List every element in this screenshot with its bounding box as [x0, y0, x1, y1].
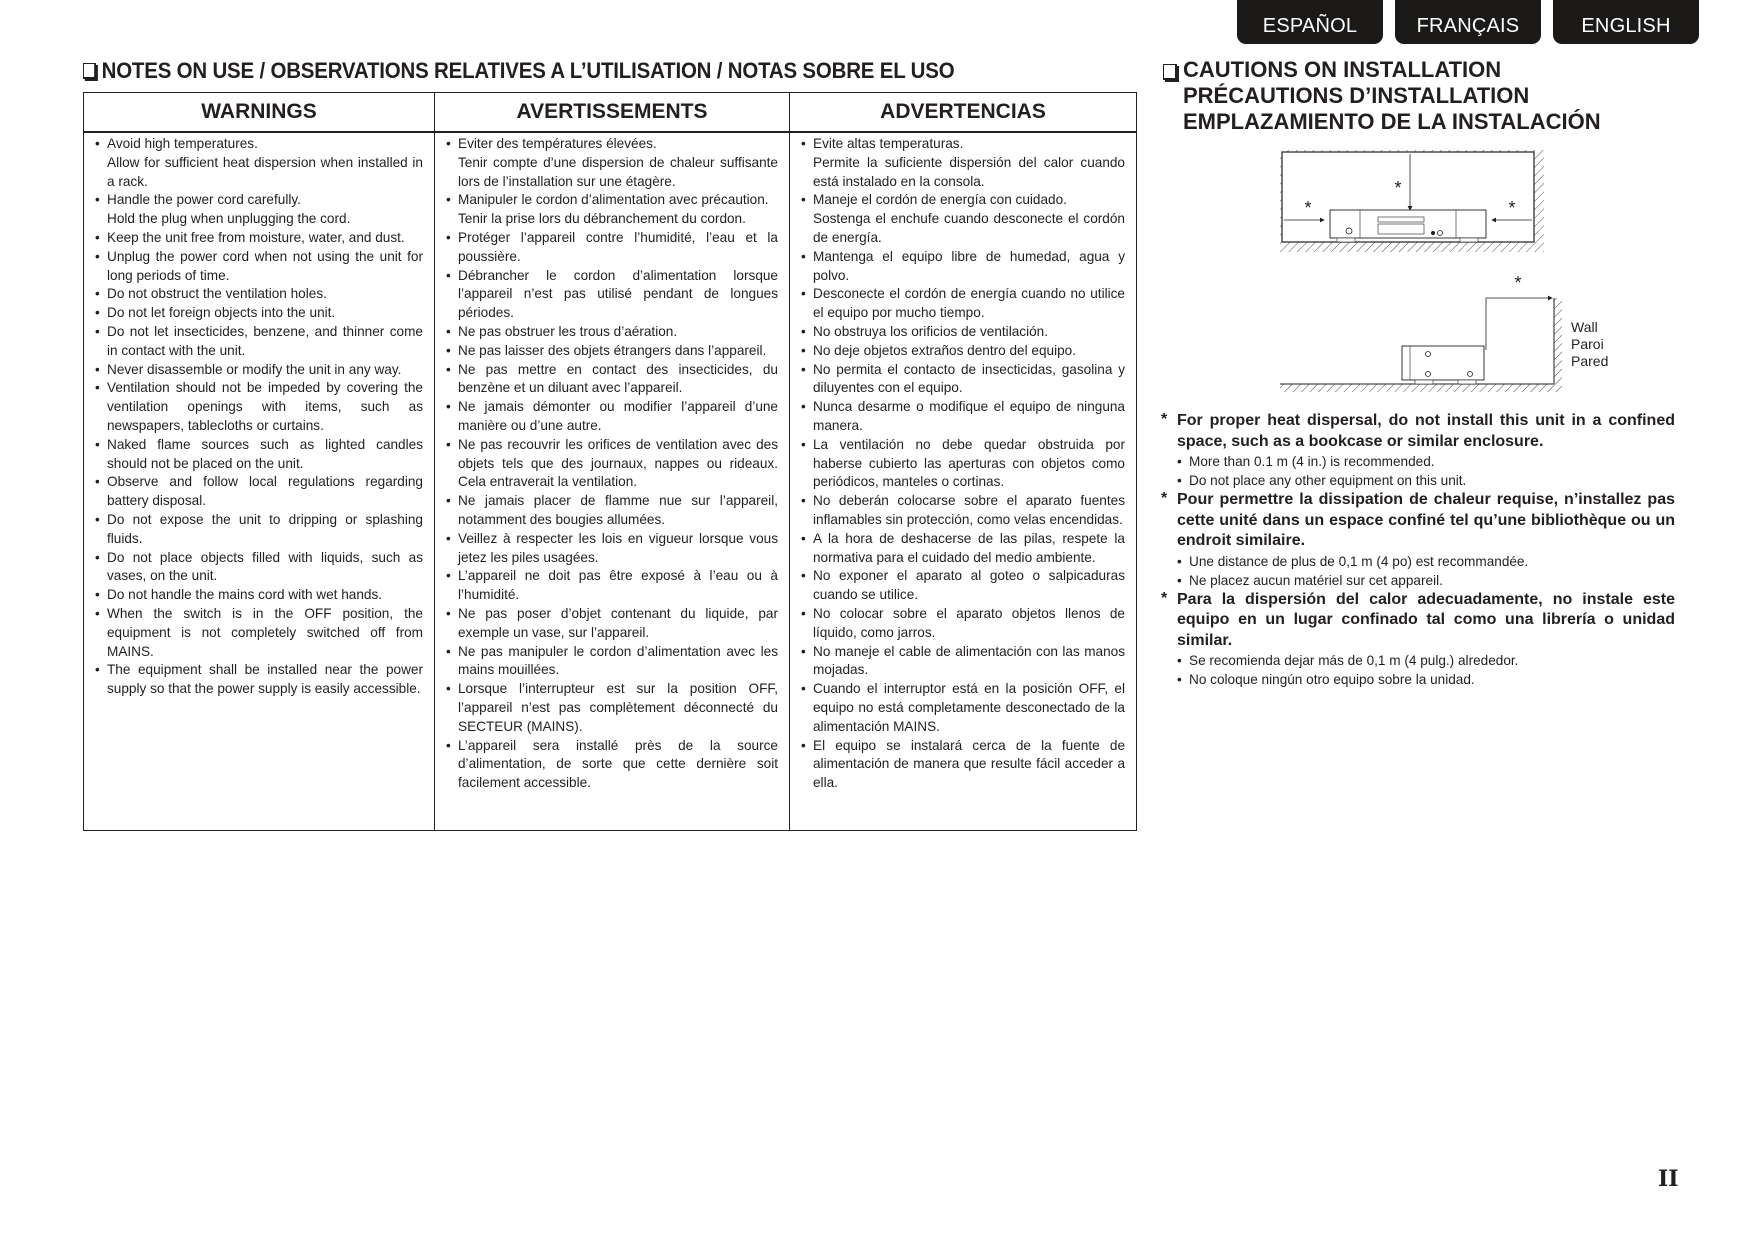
page-number: II	[1658, 1166, 1679, 1192]
caution-bullet: • More than 0.1 m (4 in.) is recommended.	[1177, 452, 1675, 471]
warning-item	[95, 436, 423, 474]
caution-note-en	[1161, 411, 1675, 490]
warning-item-text: • Do not let insecticides, benzene, and thinner come in contact with the unit.	[107, 323, 423, 358]
warning-item-detail: Hold the plug when unplugging the cord.	[107, 211, 351, 227]
warning-item	[801, 191, 1125, 247]
asterisk-icon: *	[1161, 589, 1168, 607]
clearance-marker-left: *	[1304, 198, 1312, 218]
warning-item	[446, 135, 778, 191]
tab-english[interactable]: ENGLISH	[1553, 0, 1699, 44]
wall-label-en: Wall	[1571, 319, 1598, 335]
warning-item	[446, 267, 778, 323]
warning-item	[95, 511, 423, 549]
warning-item	[95, 191, 423, 229]
warning-item	[95, 549, 423, 587]
warning-item-text: • Protéger l’appareil contre l’humidité, l’eau et la poussière.	[458, 229, 778, 264]
caution-bullet: • Se recomienda dejar más de 0,1 m (4 pulg.) alrededor.	[1177, 651, 1675, 670]
warning-item-detail: Tenir la prise lors du débranchement du cordon.	[458, 211, 746, 227]
notes-table	[83, 92, 1137, 831]
warning-item-text: • Observe and follow local regulations regarding battery disposal.	[107, 474, 423, 509]
caution-note-fr	[1161, 490, 1675, 590]
warning-item-text: • El equipo se instalará cerca de la fuente de alimentación de manera que resulte fácil acceder a ella.	[813, 737, 1125, 791]
warning-item	[95, 304, 423, 323]
warning-item-text: • Handle the power cord carefully.	[107, 192, 301, 208]
wall-label-fr: Paroi	[1571, 336, 1604, 352]
warning-item-text: • L’appareil sera installé près de la source d’alimentation, de sorte que cette dernière soit facilement accessible.	[458, 737, 778, 791]
warning-item-detail: Sostenga el enchufe cuando desconecte el cordón de energía.	[813, 211, 1125, 245]
side-view-wall	[1280, 273, 1608, 392]
warning-item-text: • La ventilación no debe quedar obstruida por haberse cubierto las aperturas con objetos como periódicos, manteles o cortinas.	[813, 436, 1125, 490]
installation-diagram	[1280, 150, 1620, 400]
warning-item	[801, 323, 1125, 342]
warning-item	[446, 737, 778, 793]
warning-item-text: • Manipuler le cordon d’alimentation avec précaution.	[458, 192, 769, 208]
warning-item-text: • No deberán colocarse sobre el aparato fuentes inflamables sin protección, como velas encendidas.	[813, 493, 1125, 527]
warning-item-text: • No exponer el aparato al goteo o salpicaduras cuando se utilice.	[813, 568, 1125, 603]
clearance-marker-top: *	[1394, 178, 1402, 198]
clearance-marker-right: *	[1508, 198, 1516, 218]
notes-title-text: NOTES ON USE / OBSERVATIONS RELATIVES A L’UTILISATION / NOTAS SOBRE EL USO	[101, 58, 955, 83]
warnings-column	[84, 93, 434, 830]
warning-item	[446, 191, 778, 229]
warning-item	[801, 248, 1125, 286]
column-heading: AVERTISSEMENTS	[435, 93, 789, 133]
warning-item	[95, 361, 423, 380]
warning-item-text: • Do not obstruct the ventilation holes.	[107, 286, 327, 302]
warning-item-text: • Nunca desarme o modifique el equipo de ninguna manera.	[813, 399, 1125, 433]
unit-front-icon	[1330, 210, 1486, 242]
warning-item-text: • Ne pas laisser des objets étrangers dans l’appareil.	[458, 342, 767, 358]
warning-item-text: • Lorsque l’interrupteur est sur la position OFF, l’appareil n’est pas complètement déconnecté du SECTEUR (MAINS).	[458, 681, 778, 734]
warning-item	[801, 643, 1125, 681]
warning-item-detail: Tenir compte d’une dispersion de chaleur suffisante lors de l’installation sur une étagère.	[458, 154, 778, 189]
warning-item-text: • Ne jamais placer de flamme nue sur l’appareil, notamment des bougies allumées.	[458, 493, 778, 527]
warning-item-text: • Ne pas manipuler le cordon d’alimentation avec les mains mouillées.	[458, 643, 778, 678]
caution-title-en: CAUTIONS ON INSTALLATION	[1183, 57, 1502, 82]
warning-item-text: • A la hora de deshacerse de las pilas, respete la normativa para el cuidado del medio ambiente.	[813, 530, 1125, 565]
warning-item-detail: Permite la suficiente dispersión del calor cuando está instalado en la consola.	[813, 154, 1125, 189]
caution-bullet: • Ne placez aucun matériel sur cet appareil.	[1177, 571, 1675, 590]
warning-item	[446, 605, 778, 643]
warning-item-text: • Do not expose the unit to dripping or splashing fluids.	[107, 511, 423, 546]
warning-item-text: • Keep the unit free from moisture, water, and dust.	[107, 229, 405, 245]
caution-bullet: • Une distance de plus de 0,1 m (4 po) est recommandée.	[1177, 552, 1675, 571]
warning-item	[446, 643, 778, 681]
warning-item-text: • Naked flame sources such as lighted candles should not be placed on the unit.	[107, 436, 423, 471]
caution-bullet: • Do not place any other equipment on this unit.	[1177, 471, 1675, 490]
warning-item	[95, 323, 423, 361]
warning-item	[446, 680, 778, 736]
column-body	[84, 133, 434, 699]
warning-item-text: • No permita el contacto de insecticidas, gasolina y diluyentes con el equipo.	[813, 361, 1125, 396]
warning-item	[446, 530, 778, 568]
warning-item	[95, 379, 423, 435]
column-heading: WARNINGS	[84, 93, 434, 133]
warning-item	[95, 586, 423, 605]
warning-item	[801, 398, 1125, 436]
warning-item	[446, 323, 778, 342]
caution-title-es: EMPLAZAMIENTO DE LA INSTALACIÓN	[1183, 109, 1601, 134]
warning-item-text: • The equipment shall be installed near the power supply so that the power supply is easily accessible.	[107, 662, 423, 697]
warning-item-text: • Ne pas obstruer les trous d’aération.	[458, 323, 678, 339]
warning-item	[801, 285, 1125, 323]
warning-item-text: • Evite altas temperaturas.	[813, 136, 964, 151]
warning-item	[801, 680, 1125, 736]
warning-item-text: • Ne pas recouvrir les orifices de ventilation avec des objets tels que des journaux, nappes ou rideaux. Cela entraverait la ventilation.	[458, 436, 778, 490]
warning-item	[801, 737, 1125, 793]
warning-item	[446, 361, 778, 399]
caution-bullet: • No coloque ningún otro equipo sobre la unidad.	[1177, 670, 1675, 689]
asterisk-icon: *	[1161, 411, 1168, 428]
warning-item-text: • Ne pas poser d’objet contenant du liquide, par exemple un vase, sur l’appareil.	[458, 605, 778, 640]
advertencias-column	[789, 93, 1136, 830]
tab-francais[interactable]: FRANÇAIS	[1395, 0, 1541, 44]
column-body	[435, 133, 789, 793]
warning-item	[95, 605, 423, 661]
warning-item	[446, 342, 778, 361]
warning-item-text: • Ne jamais démonter ou modifier l’appareil d’une manière ou d’une autre.	[458, 399, 778, 433]
warning-item-text: • Do not handle the mains cord with wet hands.	[107, 587, 383, 603]
avertissements-column	[434, 93, 789, 830]
warning-item	[801, 135, 1125, 191]
warning-item	[95, 229, 423, 248]
warning-item	[446, 229, 778, 267]
cautions-section-title	[1161, 57, 1601, 135]
warning-item	[801, 492, 1125, 530]
warning-item	[801, 361, 1125, 399]
warning-item	[446, 398, 778, 436]
checkbox-square-icon	[1163, 64, 1177, 80]
warning-item-text: • Do not place objects filled with liquids, such as vases, on the unit.	[107, 549, 423, 584]
warning-item	[95, 285, 423, 304]
clearance-marker-rear: *	[1514, 273, 1522, 293]
warning-item-text: • No colocar sobre el aparato objetos llenos de líquido, como jarros.	[813, 605, 1125, 640]
column-body	[790, 133, 1136, 793]
warning-item	[446, 436, 778, 492]
warning-item-text: • Maneje el cordón de energía con cuidado.	[813, 192, 1067, 208]
warning-item-text: • Veillez à respecter les lois en vigueur lorsque vous jetez les piles usagées.	[458, 530, 778, 565]
warning-item	[446, 492, 778, 530]
warning-item-text: • When the switch is in the OFF position, the equipment is not completely switched off from MAINS.	[107, 605, 423, 659]
warning-item	[446, 567, 778, 605]
warning-item-text: • Avoid high temperatures.	[107, 136, 258, 151]
notes-section-title	[83, 58, 954, 84]
caution-note-text: For proper heat dispersal, do not install this unit in a confined space, such as a bookcase or similar enclosure.	[1177, 412, 1675, 450]
warning-item-text: • No maneje el cable de alimentación con las manos mojadas.	[813, 643, 1125, 678]
warning-item-text: • Ne pas mettre en contact des insecticides, du benzène et un diluant avec l’appareil.	[458, 361, 778, 396]
caution-note-text: Para la dispersión del calor adecuadamente, no instale este equipo en un lugar confinado tal como una librería o unidad similar.	[1177, 590, 1675, 649]
warning-item-text: • Mantenga el equipo libre de humedad, agua y polvo.	[813, 248, 1125, 283]
caution-note-es	[1161, 590, 1675, 690]
warning-item-text: • No obstruya los orificios de ventilación.	[813, 323, 1048, 339]
front-view-enclosure	[1280, 150, 1544, 252]
checkbox-square-icon	[83, 63, 96, 79]
warning-item	[801, 436, 1125, 492]
warning-item	[95, 135, 423, 191]
asterisk-icon: *	[1161, 490, 1168, 507]
warning-item	[95, 248, 423, 286]
warning-item-text: • Cuando el interruptor está en la posición OFF, el equipo no está completamente desconectado de la alimentación MAINS.	[813, 681, 1125, 734]
warning-item	[95, 661, 423, 699]
wall-label-es: Pared	[1571, 353, 1609, 369]
warning-item	[95, 473, 423, 511]
warning-item-detail: Allow for sufficient heat dispersion when installed in a rack.	[107, 154, 423, 189]
warning-item-text: • Eviter des températures élevées.	[458, 136, 657, 151]
language-tabs	[1237, 0, 1699, 44]
warning-item-text: • Never disassemble or modify the unit in any way.	[107, 361, 402, 377]
caution-notes	[1161, 411, 1675, 689]
warning-item	[801, 530, 1125, 568]
warning-item-text: • No deje objetos extraños dentro del equipo.	[813, 342, 1076, 358]
tab-espanol[interactable]: ESPAÑOL	[1237, 0, 1383, 44]
column-heading: ADVERTENCIAS	[790, 93, 1136, 133]
warning-item-text: • Débrancher le cordon d’alimentation lorsque l’appareil n’est pas utilisé pendant de longues périodes.	[458, 267, 778, 321]
warning-item-text: • Do not let foreign objects into the unit.	[107, 305, 336, 321]
warning-item-text: • Ventilation should not be impeded by covering the ventilation openings with items, such as newspapers, tablecloths or curtains.	[107, 380, 423, 433]
warning-item-text: • Desconecte el cordón de energía cuando no utilice el equipo por mucho tiempo.	[813, 286, 1125, 321]
caution-note-text: Pour permettre la dissipation de chaleur requise, n’installez pas cette unité dans un espace confiné tel qu’une bibliothèque ou un endroit similaire.	[1177, 491, 1675, 549]
warning-item	[801, 567, 1125, 605]
warning-item	[801, 605, 1125, 643]
caution-title-fr: PRÉCAUTIONS D’INSTALLATION	[1183, 83, 1530, 108]
warning-item-text: • L’appareil ne doit pas être exposé à l’eau ou à l’humidité.	[458, 568, 778, 603]
warning-item-text: • Unplug the power cord when not using the unit for long periods of time.	[107, 248, 423, 283]
warning-item	[801, 342, 1125, 361]
